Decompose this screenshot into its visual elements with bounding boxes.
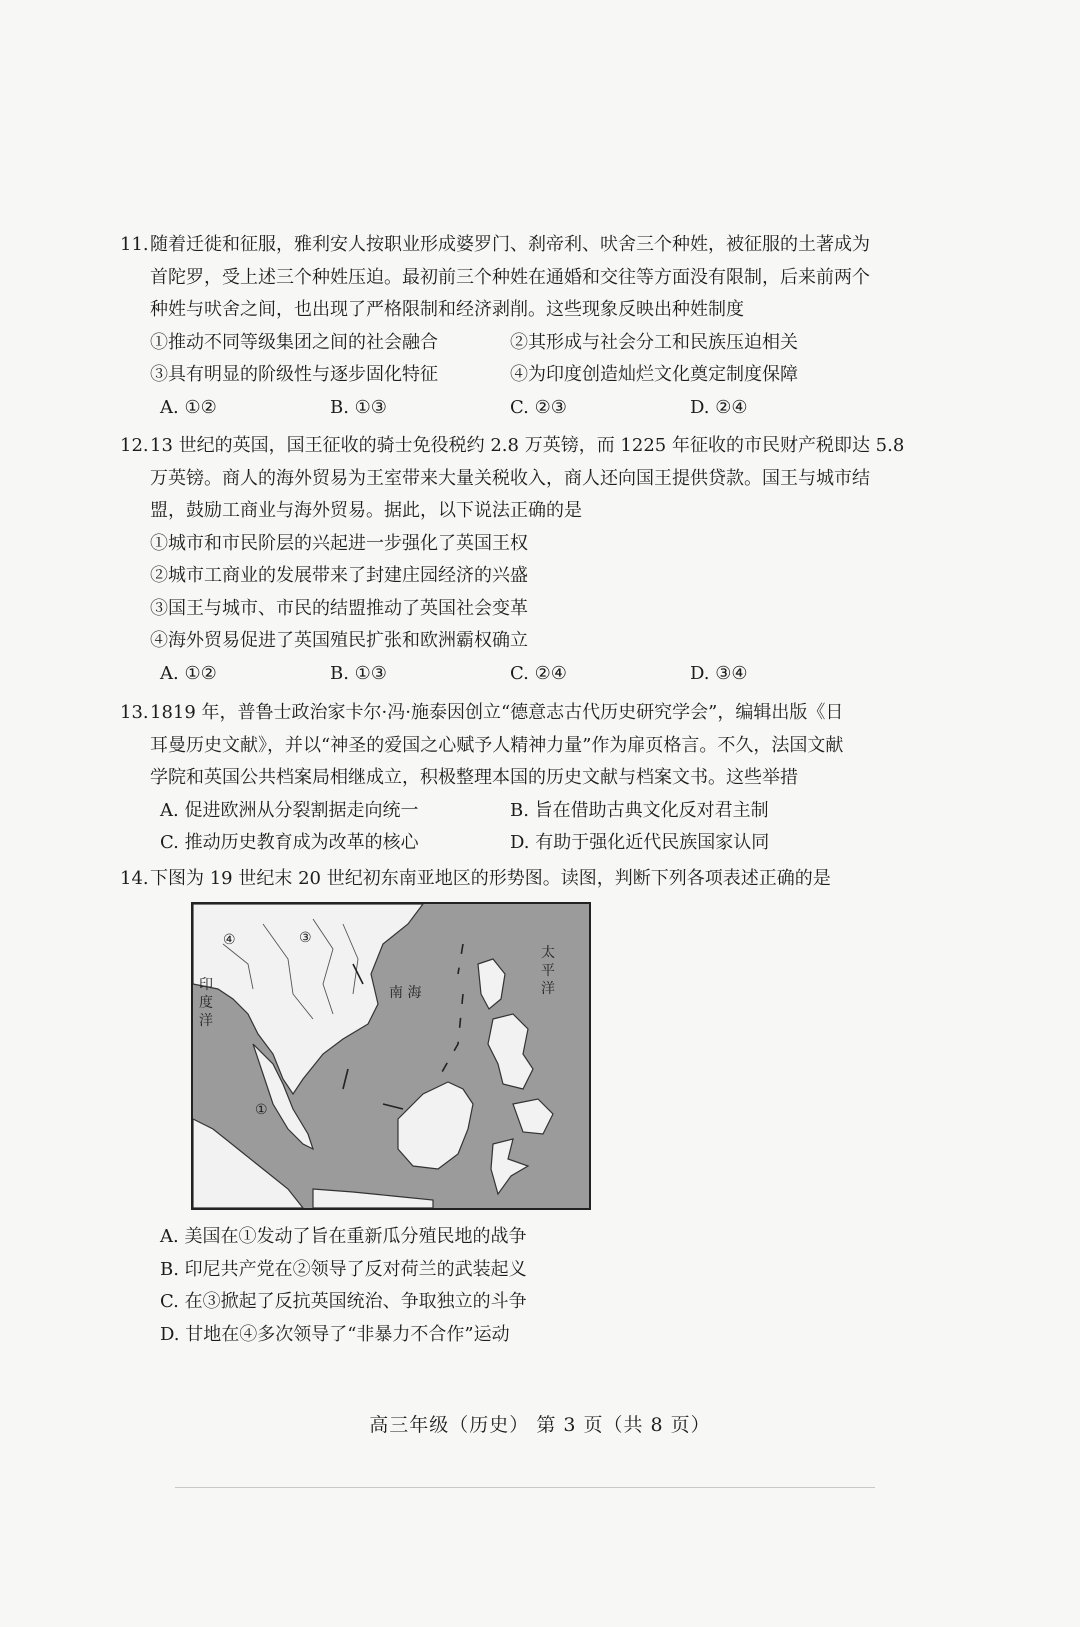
statement: ③具有明显的阶级性与逐步固化特征 [150, 364, 438, 385]
option-a: A. 促进欧洲从分裂割据走向统一 [160, 799, 419, 821]
option-d: D. 甘地在④多次领导了“非暴力不合作”运动 [160, 1323, 510, 1345]
map-marker-1: ① [255, 1102, 268, 1118]
question-14-options [150, 1221, 930, 1351]
question-text: 盟，鼓励工商业与海外贸易。据此，以下说法正确的是 [150, 500, 582, 521]
page-footer: 高三年级（历史） 第 3 页（共 8 页） [369, 1414, 711, 1436]
map-marker-3: ③ [299, 930, 312, 946]
statement: ④为印度创造灿烂文化奠定制度保障 [510, 364, 798, 385]
question-number: 11. [120, 234, 149, 255]
map-label-indian-ocean: 印度洋 [199, 977, 213, 1029]
question-text: 1819 年，普鲁士政治家卡尔·冯·施泰因创立“德意志古代历史研究学会”，编辑出版《日 [150, 702, 844, 723]
question-number: 14. [120, 868, 149, 889]
map-label-south-sea: 南 海 [389, 985, 422, 1001]
statement: ①城市和市民阶层的兴起进一步强化了英国王权 [150, 532, 528, 554]
question-text: 13 世纪的英国，国王征收的骑士免役税约 2.8 万英镑，而 1225 年征收的市民财产税即达 5.8 [150, 435, 905, 456]
question-text: 学院和英国公共档案局相继成立，积极整理本国的历史文献与档案文书。这些举措 [150, 767, 798, 788]
divider [175, 1487, 875, 1488]
question-text: 随着迁徙和征服，雅利安人按职业形成婆罗门、刹帝利、吠舍三个种姓，被征服的土著成为 [150, 234, 870, 255]
statement: ②城市工商业的发展带来了封建庄园经济的兴盛 [150, 565, 528, 586]
question-number: 12. [120, 435, 149, 456]
southeast-asia-map [191, 902, 591, 1210]
option-a: A. ①② [160, 396, 217, 418]
question-text: 首陀罗，受上述三个种姓压迫。最初前三个种姓在通婚和交往等方面没有限制，后来前两个 [150, 266, 870, 288]
question-12 [120, 430, 930, 690]
option-d: D. 有助于强化近代民族国家认同 [510, 832, 770, 853]
question-13 [120, 697, 930, 860]
question-14 [120, 863, 930, 896]
map-graphic [193, 904, 589, 1208]
option-c: C. 推动历史教育成为改革的核心 [160, 832, 419, 853]
option-a: A. ①② [160, 662, 217, 684]
option-d: D. ③④ [690, 662, 748, 684]
option-b: B. 印尼共产党在②领导了反对荷兰的武装起义 [160, 1258, 527, 1280]
question-text: 耳曼历史文献》，并以“神圣的爱国之心赋予人精神力量”作为扉页格言。不久，法国文献 [150, 734, 844, 756]
option-b: B. ①③ [330, 662, 387, 684]
option-b: B. ①③ [330, 396, 387, 418]
option-a: A. 美国在①发动了旨在重新瓜分殖民地的战争 [160, 1226, 527, 1247]
option-d: D. ②④ [690, 396, 748, 418]
statement: ③国王与城市、市民的结盟推动了英国社会变革 [150, 597, 528, 619]
question-11 [120, 229, 930, 424]
option-c: C. ②③ [510, 396, 567, 418]
statement: ④海外贸易促进了英国殖民扩张和欧洲霸权确立 [150, 630, 528, 651]
option-c: C. 在③掀起了反抗英国统治、争取独立的斗争 [160, 1291, 527, 1312]
map-marker-4: ④ [223, 932, 236, 948]
question-number: 13. [120, 702, 149, 723]
question-text: 下图为 19 世纪末 20 世纪初东南亚地区的形势图。读图，判断下列各项表述正确的是 [150, 868, 831, 889]
option-c: C. ②④ [510, 662, 567, 684]
option-b: B. 旨在借助古典文化反对君主制 [510, 799, 769, 821]
question-text: 种姓与吠舍之间，也出现了严格限制和经济剥削。这些现象反映出种姓制度 [150, 299, 744, 320]
statement: ②其形成与社会分工和民族压迫相关 [510, 331, 798, 353]
statement: ①推动不同等级集团之间的社会融合 [150, 331, 438, 353]
question-text: 万英镑。商人的海外贸易为王室带来大量关税收入，商人还向国王提供贷款。国王与城市结 [150, 467, 870, 489]
map-label-pacific: 太平洋 [541, 945, 555, 997]
